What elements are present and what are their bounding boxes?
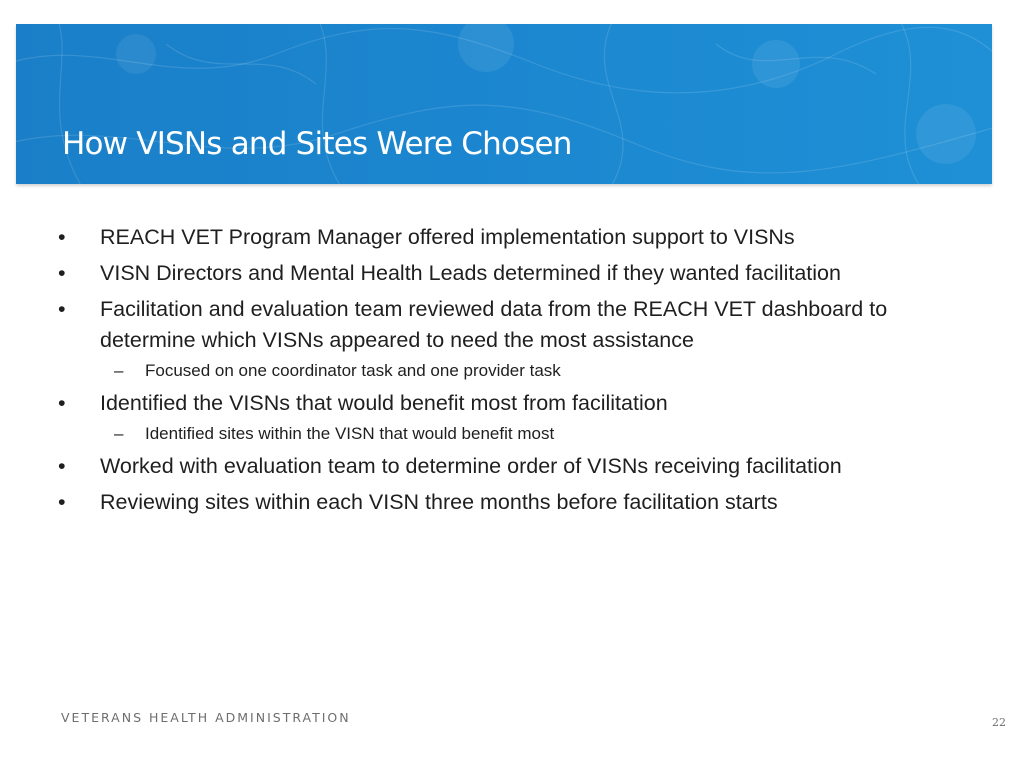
- slide-title: How VISNs and Sites Were Chosen: [62, 126, 572, 162]
- bullet-marker: •: [58, 261, 66, 285]
- bullet-marker: •: [58, 297, 66, 321]
- bullet-marker: •: [58, 490, 66, 514]
- bullet-text: Identified the VISNs that would benefit most from facilitation: [100, 391, 668, 415]
- footer-org-name: VETERANS HEALTH ADMINISTRATION: [61, 710, 351, 725]
- dash-marker: –: [114, 361, 124, 380]
- bullet-text: Reviewing sites within each VISN three months before facilitation starts: [100, 490, 778, 514]
- bullet-marker: •: [58, 391, 66, 415]
- bullet-text: VISN Directors and Mental Health Leads determined if they wanted facilitation: [100, 261, 841, 285]
- bullet-list: [56, 222, 976, 523]
- bullet-marker: •: [58, 225, 66, 249]
- bullet-marker: •: [58, 454, 66, 478]
- bullet-item: [56, 222, 976, 253]
- title-banner: [16, 24, 992, 184]
- bullet-item: [56, 294, 976, 356]
- bullet-text: Worked with evaluation team to determine order of VISNs receiving facilitation: [100, 454, 842, 478]
- sub-bullet-text: Focused on one coordinator task and one provider task: [145, 361, 561, 380]
- bullet-item: [56, 451, 976, 482]
- bullet-item: [56, 258, 976, 289]
- bullet-item: [56, 487, 976, 518]
- bullet-text: Facilitation and evaluation team reviewed data from the REACH VET dashboard to determine which VISNs appeared to need the most assistance: [100, 297, 888, 352]
- sub-bullet-item: [56, 422, 976, 446]
- sub-bullet-item: [56, 359, 976, 383]
- bullet-item: [56, 388, 976, 419]
- page-number: 22: [992, 716, 1006, 729]
- sub-bullet-text: Identified sites within the VISN that would benefit most: [145, 424, 555, 443]
- bullet-text: REACH VET Program Manager offered implementation support to VISNs: [100, 225, 795, 249]
- dash-marker: –: [114, 424, 124, 443]
